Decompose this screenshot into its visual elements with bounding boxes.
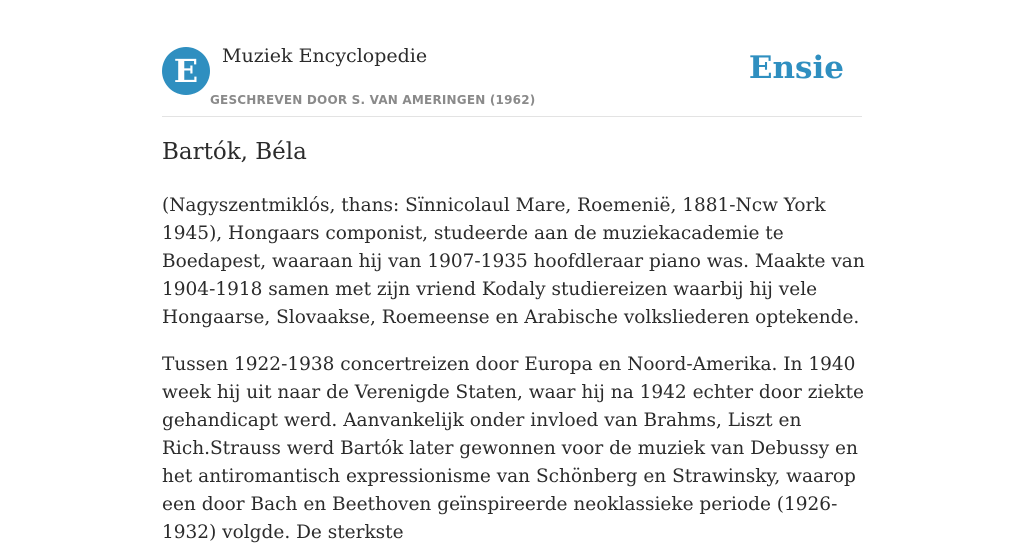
encyclopedia-logo-icon[interactable]: E xyxy=(162,47,210,95)
author-byline: GESCHREVEN DOOR S. VAN AMERINGEN (1962) xyxy=(210,93,536,107)
entry-paragraph-2: Tussen 1922-1938 concertreizen door Europa en Noord-Amerika. In 1940 week hij uit naar de Verenigde Staten, waar hij na 1942 echter door ziekte gehandicapt werd. Aanvankelijk onder invloed van Brahms, Liszt en Rich.Strauss werd Bartók later gewonnen voor de muziek van Debussy en het antiromantisch expressionisme van Schönberg en Strawinsky, waarop een door Bach en Beethoven geïnspireerde neoklassieke periode (1926-1932) volgde. De sterkste xyxy=(162,354,864,543)
entry-paragraph-1: (Nagyszentmiklós, thans: Sïnnicolaul Mare, Roemenië, 1881-Ncw York 1945), Hongaars componist, studeerde aan de muziekacademie te Boedapest, waaraan hij van 1907-1935 hoofdleraar piano was. Maakte van 1904-1918 samen met zijn vriend Kodaly studiereizen waarbij hij vele Hongaarse, Slovaakse, Roemeense en Arabische volksliederen optekende. xyxy=(162,195,865,328)
content-column xyxy=(162,0,865,543)
header xyxy=(162,0,862,117)
entry-title: Bartók, Béla xyxy=(162,139,307,165)
ensie-brand-logo[interactable]: Ensie xyxy=(748,50,844,86)
book-title-link[interactable]: Muziek Encyclopedie xyxy=(222,45,428,67)
